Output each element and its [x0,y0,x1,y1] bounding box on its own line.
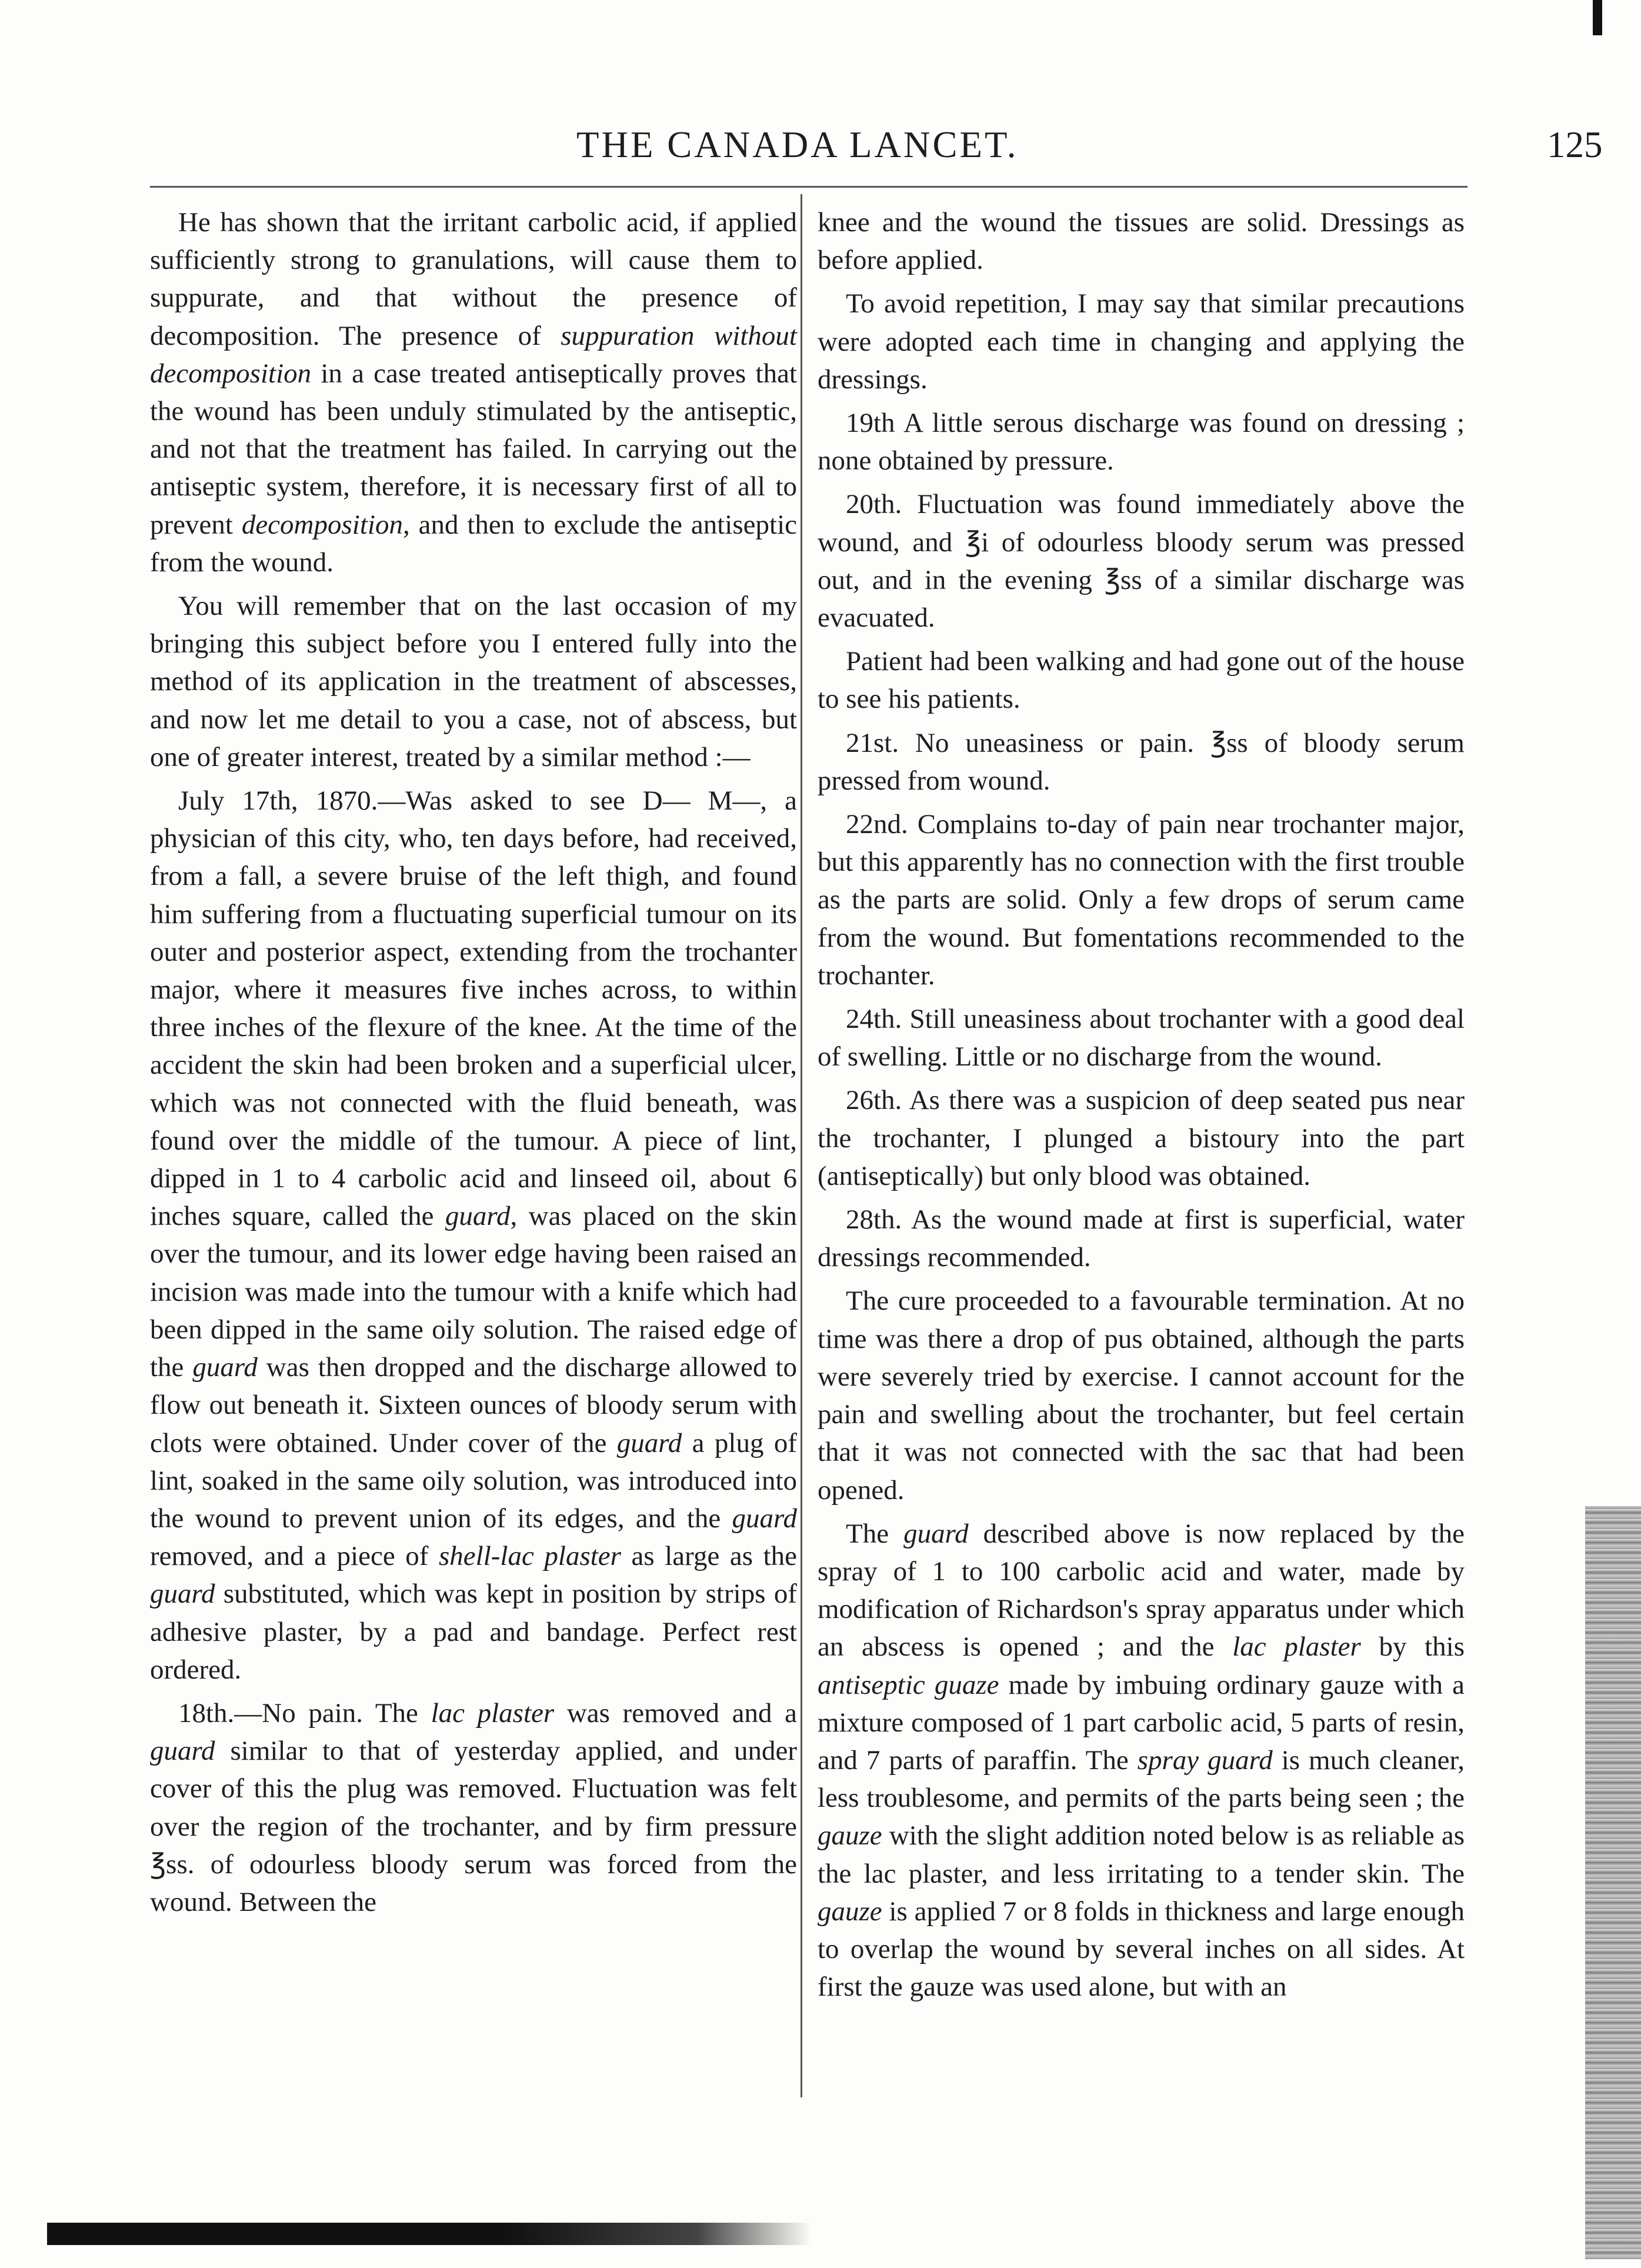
text-run: You will remember that on the last occasion of my bringing this subject before you I entered fully into the method of its application in the treatment of abscesses, and now let me detail to you a case, not of abscess, but one of greater interest, treated by a similar method :— [150,591,797,772]
text-run: a plug of lint, soaked in the same oily solution, was introduced into the wound to prevent union of its edges, and the [150,1427,797,1534]
text-run: is applied 7 or 8 folds in thickness and large enough to overlap the wound by several inches on all sides. At first the gauze was used alone, but with an [818,1896,1465,2003]
paragraph [818,1081,1465,1195]
text-run: similar to that of yesterday applied, and under cover of this the plug was removed. Fluctuation was felt over the region of the trochanter, and by firm pressure ℥ss. of odourless bloody serum was forced from the wound. Between the [150,1736,797,1917]
paragraph [150,587,797,776]
italic-term: guard [903,1518,969,1549]
text-run: , and then to exclude the antiseptic from the wound. [150,509,797,578]
italic-term: guard [150,1578,215,1610]
scan-bottom-bar [47,2223,812,2245]
column-divider [801,194,802,2097]
page-number: 125 [1547,124,1603,165]
paragraph [818,642,1465,718]
italic-term: decomposition [241,509,403,540]
text-run: knee and the wound the tissues are solid. Dressings as before applied. [818,207,1465,276]
text-run: is much cleaner, less troublesome, and permits of the parts being seen ; the [818,1744,1465,1814]
text-run: He has shown that the irritant carbolic acid, if applied sufficiently strong to granulations, will cause them to suppurate, and that without the presence of decomposition. The presence of [150,207,797,351]
paragraph [818,485,1465,637]
text-run: To avoid repetition, I may say that similar precautions were adopted each time in changing and applying the dressings. [818,288,1465,395]
italic-term: antiseptic guaze [818,1669,999,1700]
italic-term: lac plaster [431,1697,555,1729]
paragraph [818,724,1465,800]
right-text-column [818,204,1465,2006]
paragraph [818,1282,1465,1508]
paragraph [150,204,797,581]
text-run: removed, and a piece of [150,1541,439,1572]
italic-term: guard [732,1503,797,1534]
text-run: 20th. Fluctuation was found immediately above the wound, and ℥i of odourless bloody serum was pressed out, and in the evening ℥ss of a similar discharge was evacuated. [818,489,1465,634]
text-run: , was placed on the skin over the tumour, and its lower edge having been raised an incision was made into the tumour with a knife which had been dipped in the same oily solution. The raised edge of the [150,1201,797,1383]
text-run: 18th.—No pain. The [178,1697,431,1729]
text-run: by this [1360,1631,1465,1663]
italic-term: guard [445,1201,511,1232]
italic-term: guard [150,1736,215,1767]
italic-term: guard [616,1427,682,1458]
text-run: described above is now replaced by the spray of 1 to 100 carbolic acid and water, made by modification of Richardson's spray apparatus under which an abscess is opened ; and the [818,1518,1465,1663]
paragraph [818,1515,1465,2006]
text-run: 24th. Still uneasiness about trochanter with a good deal of swelling. Little or no discharge from the wound. [818,1004,1465,1073]
paragraph [818,1000,1465,1075]
paragraph [818,404,1465,479]
scan-corner-mark [1593,0,1602,35]
paragraph [150,782,797,1688]
italic-term: gauze [818,1820,882,1851]
left-text-column [150,204,797,1921]
italic-term: spray guard [1137,1744,1273,1776]
text-run: made by imbuing ordinary gauze with a mixture composed of 1 part carbolic acid, 5 parts of resin, and 7 parts of paraffin. The [818,1669,1465,1776]
text-run: was then dropped and the discharge allowed to flow out beneath it. Sixteen ounces of bloody serum with clots were obtained. Under cover of the [150,1352,797,1458]
italic-term: guard [192,1352,258,1383]
text-run: The [846,1518,904,1549]
text-run: 21st. No uneasiness or pain. ℥ss of bloody serum pressed from wound. [818,727,1465,796]
italic-term: shell-lac plaster [438,1541,621,1572]
text-run: in a case treated antiseptically proves that the wound has been unduly stimulated by the antiseptic, and not that the treatment has failed. In carrying out the antiseptic system, therefore, it is necessary first of all to prevent [150,358,797,540]
paragraph [150,1694,797,1921]
text-run: was removed and a [554,1697,797,1729]
text-run: substituted, which was kept in position by strips of adhesive plaster, by a pad and bandage. Perfect rest ordered. [150,1578,797,1685]
text-run: July 17th, 1870.—Was asked to see D— M—, a physician of this city, who, ten days before, had received, from a fall, a severe bruise of the left thigh, and found him suffering from a fluctuating superficial tumour on its outer and posterior aspect, extending from the trochanter major, where it measures five inches across, to within three inches of the flexure of the knee. At the time of the accident the skin had been broken and a superficial ulcer, which was not connected with the fluid beneath, was found over the middle of the tumour. A piece of lint, dipped in 1 to 4 carbolic acid and linseed oil, about 6 inches square, called the [150,785,797,1232]
running-header-title: THE CANADA LANCET. [576,124,1019,165]
text-run: 28th. As the wound made at first is superficial, water dressings recommended. [818,1204,1465,1273]
paragraph [818,1201,1465,1276]
text-run: 26th. As there was a suspicion of deep seated pus near the trochanter, I plunged a bistoury into the part (antiseptically) but only blood was obtained. [818,1085,1465,1191]
italic-term: suppuration without decomposition [150,320,797,389]
italic-term: gauze [818,1896,882,1927]
text-run: 19th A little serous discharge was found on dressing ; none obtained by pressure. [818,408,1465,477]
text-run: 22nd. Complains to-day of pain near trochanter major, but this apparently has no connection with the first trouble as the parts are solid. Only a few drops of serum came from the wound. But fomentations recommended to the trochanter. [818,809,1465,991]
text-run: as large as the [621,1541,797,1572]
text-run: Patient had been walking and had gone out of the house to see his patients. [818,646,1465,715]
paragraph [818,204,1465,279]
text-run: The cure proceeded to a favourable termination. At no time was there a drop of pus obtained, although the parts were severely tried by exercise. I cannot account for the pain and swelling about the trochanter, but feel certain that it was not connected with the sac that had been opened. [818,1285,1465,1506]
header-rule [150,186,1467,188]
scan-edge-artifact [1585,1506,1641,2259]
paragraph [818,805,1465,994]
paragraph [818,285,1465,398]
italic-term: lac plaster [1232,1631,1361,1663]
text-run: with the slight addition noted below is as reliable as the lac plaster, and less irritating to a tender skin. The [818,1820,1465,1889]
